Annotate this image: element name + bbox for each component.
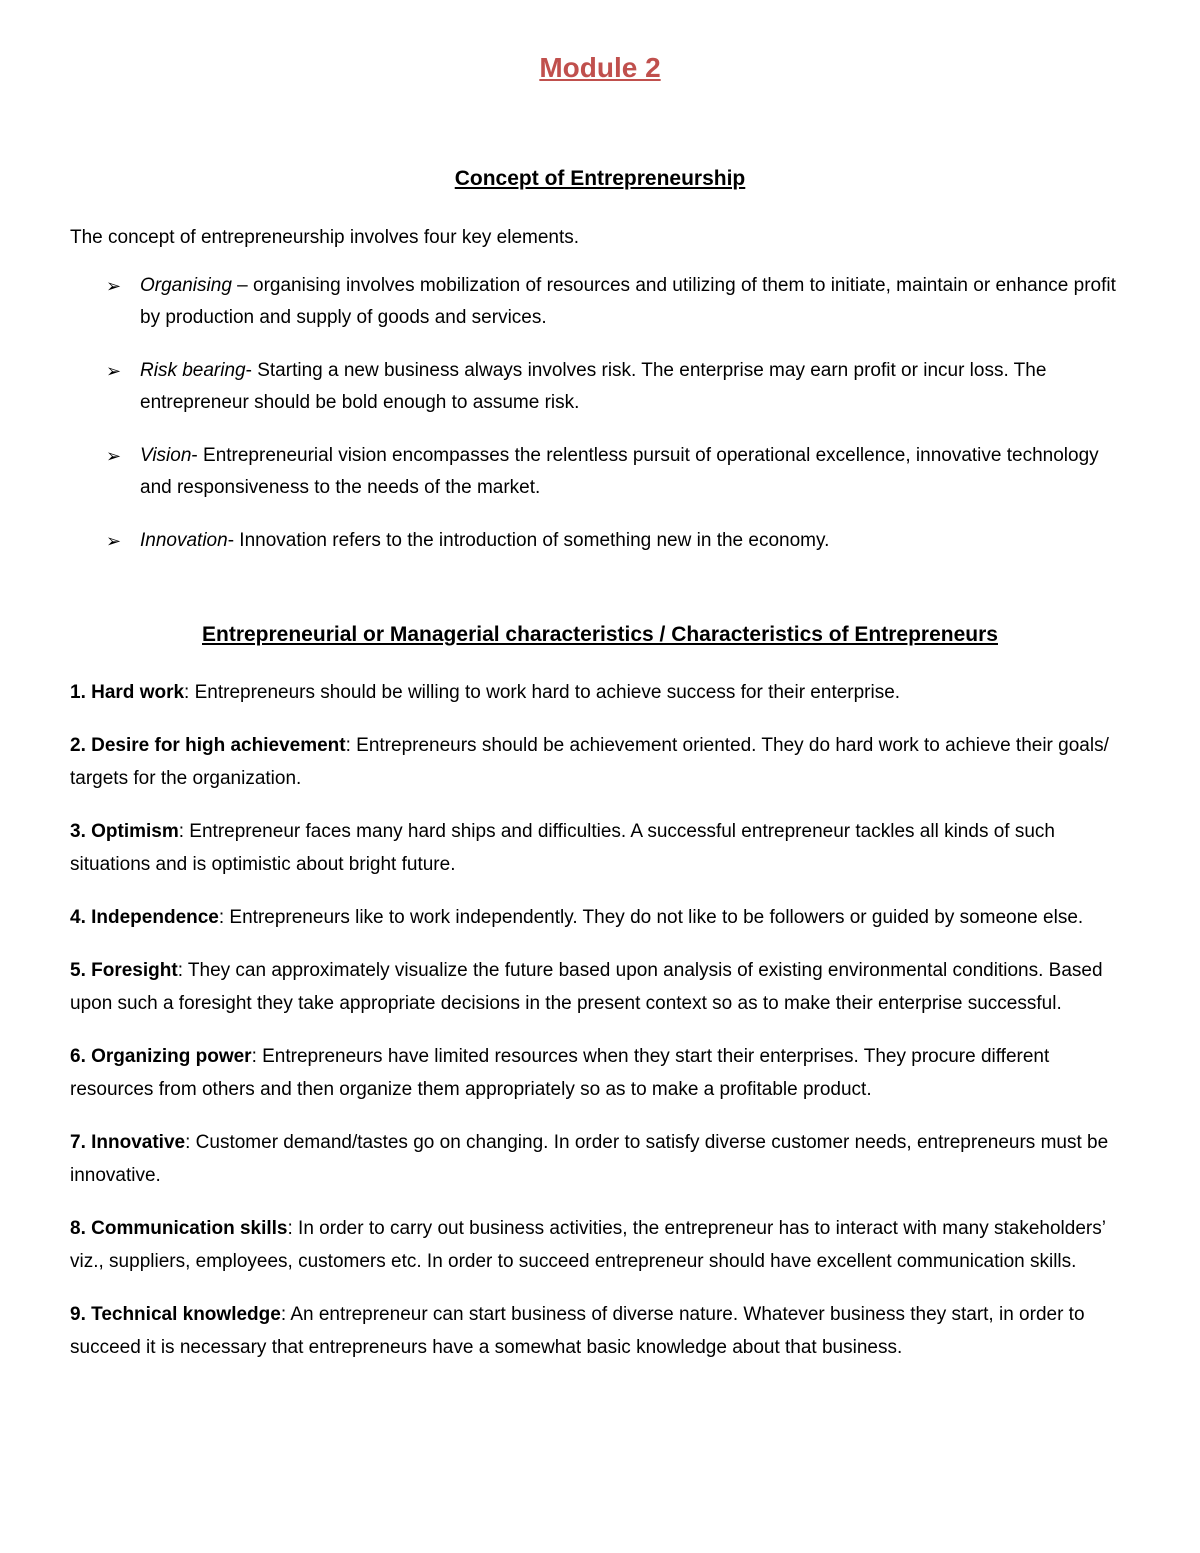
characteristic-text: : Customer demand/tastes go on changing. In order to satisfy diverse customer needs, entrepreneurs must be innovative. — [70, 1132, 1109, 1186]
arrow-bullet-icon: ➢ — [106, 446, 122, 466]
list-item — [70, 729, 1130, 795]
characteristic-text: : An entrepreneur can start business of diverse nature. Whatever business they start, in order to succeed it is necessary that entrepreneurs have a somewhat basic knowledge about that business. — [70, 1304, 1085, 1358]
characteristic-text: : Entrepreneur faces many hard ships and difficulties. A successful entrepreneur tackles all kinds of such situations and is optimistic about bright future. — [70, 821, 1055, 875]
characteristics-list — [70, 676, 1130, 1364]
arrow-bullet-icon: ➢ — [106, 361, 122, 381]
element-term: Risk bearing — [140, 360, 246, 381]
characteristic-text: : Entrepreneurs have limited resources when they start their enterprises. They procure different resources from others and then organize them appropriately so as to make a profitable product. — [70, 1046, 1050, 1100]
characteristic-label: 8. Communication skills — [70, 1218, 288, 1239]
element-separator: - — [191, 445, 204, 466]
list-item — [70, 525, 1130, 557]
element-term: Vision — [140, 445, 192, 466]
characteristic-label: 3. Optimism — [70, 821, 179, 842]
element-text: organising involves mobilization of resources and utilizing of them to initiate, maintain or enhance profit by production and supply of goods and services. — [140, 275, 1116, 328]
concept-intro: The concept of entrepreneurship involves four key elements. — [70, 227, 580, 248]
list-item — [70, 355, 1130, 419]
characteristic-label: 2. Desire for high achievement — [70, 735, 346, 756]
characteristic-label: 9. Technical knowledge — [70, 1304, 281, 1325]
element-separator: – — [231, 275, 254, 296]
key-elements-list — [70, 270, 1130, 557]
list-item — [70, 676, 1130, 709]
list-item — [70, 1298, 1130, 1364]
characteristics-heading: Entrepreneurial or Managerial characteristics / Characteristics of Entrepreneurs — [202, 623, 998, 646]
arrow-bullet-icon: ➢ — [106, 531, 122, 551]
characteristic-label: 1. Hard work — [70, 682, 185, 703]
element-text: Innovation refers to the introduction of something new in the economy. — [239, 530, 830, 551]
element-separator: - — [227, 530, 240, 551]
characteristic-text: : Entrepreneurs like to work independently. They do not like to be followers or guided by someone else. — [218, 907, 1084, 928]
arrow-bullet-icon: ➢ — [106, 276, 122, 296]
list-item — [70, 270, 1130, 334]
characteristic-label: 4. Independence — [70, 907, 219, 928]
element-text: Entrepreneurial vision encompasses the relentless pursuit of operational excellence, innovative technology and responsiveness to the needs of the market. — [140, 445, 1099, 498]
list-item — [70, 815, 1130, 881]
characteristic-label: 5. Foresight — [70, 960, 178, 981]
list-item — [70, 1212, 1130, 1278]
characteristic-text: : In order to carry out business activities, the entrepreneur has to interact with many stakeholders’ viz., suppliers, employees, customers etc. In order to succeed entrepreneur should have excellent communication skills. — [70, 1218, 1106, 1272]
list-item — [70, 901, 1130, 934]
characteristic-text: : Entrepreneurs should be willing to work hard to achieve success for their enterprise. — [184, 682, 901, 703]
element-text: Starting a new business always involves risk. The enterprise may earn profit or incur loss. The entrepreneur should be bold enough to assume risk. — [140, 360, 1047, 413]
element-term: Organising — [140, 275, 232, 296]
element-term: Innovation — [140, 530, 228, 551]
element-separator: - — [245, 360, 258, 381]
module-title: Module 2 — [539, 52, 661, 83]
list-item — [70, 1126, 1130, 1192]
concept-heading: Concept of Entrepreneurship — [454, 167, 746, 190]
list-item — [70, 1040, 1130, 1106]
list-item — [70, 440, 1130, 504]
characteristic-text: : They can approximately visualize the future based upon analysis of existing environmental conditions. Based upon such a foresight they take appropriate decisions in the present context so as to make their enterprise successful. — [70, 960, 1103, 1014]
characteristic-label: 6. Organizing power — [70, 1046, 252, 1067]
characteristic-text: : Entrepreneurs should be achievement oriented. They do hard work to achieve their goals/ targets for the organization. — [70, 735, 1109, 789]
list-item — [70, 954, 1130, 1020]
characteristic-label: 7. Innovative — [70, 1132, 186, 1153]
